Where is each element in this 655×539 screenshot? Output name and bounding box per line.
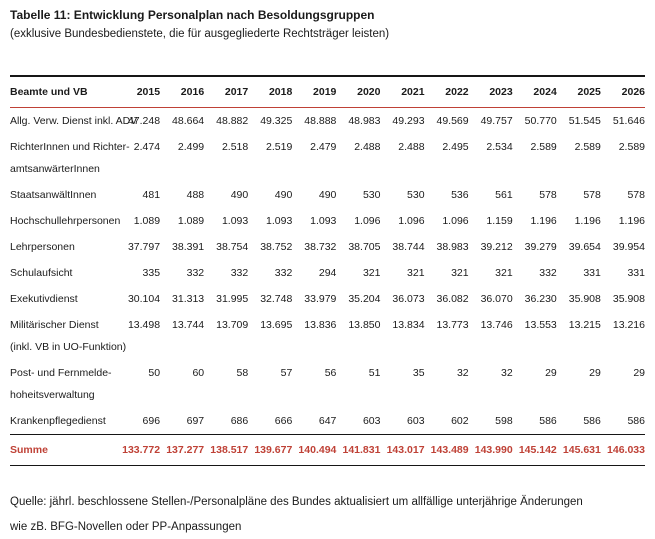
value-cell: 29 [633,367,645,379]
value-cell: 332 [539,267,557,279]
summary-value-cell: 141.831 [342,444,381,456]
row-label-line: Militärischer Dienst [10,319,99,331]
value-cell: 686 [230,415,249,427]
value-cell: 1.096 [354,215,381,227]
personnel-table [10,75,645,466]
value-cell: 51.545 [568,115,601,127]
table-row [10,312,645,360]
value-cell: 48.664 [172,115,205,127]
value-cell: 56 [324,367,337,379]
value-cell: 578 [539,189,557,201]
value-cell: 1.093 [221,215,249,227]
value-cell: 13.215 [568,319,601,331]
row-label-line: hoheitsverwaltung [10,389,95,401]
row-label [10,108,138,135]
summary-value-cell: 139.677 [254,444,293,456]
value-cell: 49.325 [260,115,293,127]
table-row [10,260,645,286]
column-header-year: 2026 [621,86,645,98]
value-cell: 32.748 [260,293,293,305]
summary-value-cell: 137.277 [166,444,205,456]
table-header-row [10,76,645,108]
summary-value-cell: 145.142 [518,444,557,456]
value-cell: 536 [451,189,469,201]
row-label-line: Schulaufsicht [10,267,73,279]
summary-value-cell: 138.517 [210,444,249,456]
value-cell: 33.979 [304,293,337,305]
row-label-line: amtsanwärterInnen [10,163,100,175]
value-cell: 37.797 [127,241,161,253]
table-row [10,134,645,182]
row-label-line: RichterInnen und Richter- [10,141,130,153]
value-cell: 13.850 [348,319,381,331]
value-cell: 36.230 [524,293,557,305]
value-cell: 2.499 [177,141,205,153]
table-row [10,286,645,312]
value-cell: 39.654 [568,241,601,253]
value-cell: 35 [412,367,425,379]
value-cell: 530 [362,189,381,201]
value-cell: 39.212 [480,241,513,253]
value-cell: 697 [186,415,205,427]
summary-value-cell: 133.772 [122,444,161,456]
value-cell: 481 [142,189,161,201]
source-note [10,495,645,535]
value-cell: 1.196 [574,215,601,227]
value-cell: 38.752 [260,241,293,253]
value-cell: 1.089 [177,215,205,227]
value-cell: 13.834 [392,319,425,331]
table-row [10,208,645,234]
value-cell: 31.313 [172,293,205,305]
value-cell: 13.746 [480,319,513,331]
row-label-line: Hochschullehrpersonen [10,215,121,227]
row-label-line: Lehrpersonen [10,241,75,253]
value-cell: 335 [142,267,161,279]
table-row [10,234,645,260]
value-cell: 29 [589,367,601,379]
value-cell: 35.908 [612,293,645,305]
value-cell: 647 [318,415,337,427]
value-cell: 58 [236,367,249,379]
table-row [10,408,645,435]
value-cell: 36.073 [392,293,425,305]
row-label-line: Post- und Fernmelde- [10,367,112,379]
column-header-year: 2016 [180,86,205,98]
row-label-line: Krankenpflegedienst [10,415,106,427]
value-cell: 1.196 [618,215,645,227]
value-cell: 1.093 [310,215,337,227]
table-caption-note: (exklusive Bundesbedienstete, die für ausgegliederte Rechtsträger leisten) [10,28,390,40]
value-cell: 321 [407,267,425,279]
value-cell: 36.082 [436,293,469,305]
value-cell: 490 [274,189,293,201]
table-caption: Tabelle 11: Entwicklung Personalplan nach Besoldungsgruppen [10,8,375,22]
value-cell: 1.196 [530,215,557,227]
value-cell: 13.836 [304,319,337,331]
value-cell: 530 [407,189,425,201]
summary-label: Summe [10,444,48,456]
column-header-year: 2017 [224,86,249,98]
row-label-line: Exekutivdienst [10,293,78,305]
summary-value-cell: 143.990 [474,444,513,456]
value-cell: 51.646 [612,115,645,127]
value-cell: 578 [583,189,601,201]
value-cell: 332 [186,267,205,279]
value-cell: 1.159 [486,215,513,227]
value-cell: 603 [362,415,381,427]
column-header-year: 2024 [533,86,557,98]
column-header-year: 2021 [401,86,425,98]
value-cell: 60 [192,367,205,379]
table-row [10,182,645,208]
column-header-year: 2019 [313,86,337,98]
value-cell: 57 [280,367,293,379]
value-cell: 35.908 [568,293,601,305]
value-cell: 586 [583,415,601,427]
summary-row [10,435,645,466]
column-header-label: Beamte und VB [10,86,88,98]
value-cell: 2.589 [530,141,557,153]
value-cell: 50 [148,367,161,379]
row-label [10,208,121,234]
source-line-2: wie zB. BFG-Novellen oder PP-Anpassungen [10,521,242,533]
value-cell: 488 [186,189,205,201]
value-cell: 32 [501,367,513,379]
value-cell: 2.474 [133,141,161,153]
row-label [10,134,130,182]
value-cell: 598 [495,415,513,427]
value-cell: 2.518 [221,141,249,153]
summary-value-cell: 140.494 [298,444,337,456]
value-cell: 332 [274,267,293,279]
summary-value-cell: 143.489 [430,444,469,456]
value-cell: 666 [274,415,293,427]
value-cell: 49.757 [480,115,513,127]
value-cell: 13.498 [127,319,161,331]
row-label [10,286,116,312]
value-cell: 48.983 [348,115,381,127]
value-cell: 38.391 [172,241,205,253]
value-cell: 49.569 [436,115,469,127]
value-cell: 48.882 [216,115,249,127]
value-cell: 51 [368,367,381,379]
column-header-year: 2020 [357,86,381,98]
table-body [10,108,645,466]
value-cell: 39.954 [612,241,645,253]
value-cell: 1.093 [266,215,293,227]
value-cell: 321 [362,267,381,279]
value-cell: 578 [627,189,645,201]
value-cell: 29 [545,367,557,379]
summary-value-cell: 146.033 [607,444,645,456]
value-cell: 332 [230,267,249,279]
value-cell: 38.732 [304,241,337,253]
value-cell: 1.096 [398,215,425,227]
row-label [10,234,116,260]
value-cell: 321 [451,267,469,279]
value-cell: 31.995 [216,293,249,305]
value-cell: 490 [318,189,337,201]
value-cell: 49.293 [392,115,425,127]
column-header-year: 2022 [445,86,469,98]
value-cell: 490 [230,189,249,201]
value-cell: 1.096 [442,215,469,227]
row-label [10,182,116,208]
row-label [10,360,116,408]
value-cell: 331 [627,267,645,279]
row-label [10,260,116,286]
value-cell: 13.709 [216,319,249,331]
value-cell: 696 [142,415,161,427]
value-cell: 2.479 [310,141,337,153]
value-cell: 321 [495,267,513,279]
column-header-year: 2025 [577,86,601,98]
value-cell: 38.744 [392,241,425,253]
value-cell: 2.495 [442,141,469,153]
value-cell: 331 [583,267,601,279]
value-cell: 1.089 [133,215,161,227]
value-cell: 2.488 [354,141,381,153]
value-cell: 39.279 [524,241,557,253]
value-cell: 602 [451,415,469,427]
value-cell: 30.104 [127,293,161,305]
row-label-line: (inkl. VB in UO-Funktion) [10,341,127,353]
table-row [10,360,645,408]
value-cell: 13.695 [260,319,293,331]
value-cell: 36.070 [480,293,513,305]
row-label-line: Allg. Verw. Dienst inkl. ADV [10,115,138,127]
column-header-year: 2023 [489,86,513,98]
value-cell: 603 [407,415,425,427]
value-cell: 13.773 [436,319,469,331]
value-cell: 38.983 [436,241,469,253]
value-cell: 50.770 [524,115,557,127]
value-cell: 586 [539,415,557,427]
value-cell: 47.248 [127,115,161,127]
table-row [10,108,645,135]
value-cell: 32 [456,367,469,379]
value-cell: 294 [318,267,337,279]
source-line-1: Quelle: jährl. beschlossene Stellen-/Personalpläne des Bundes aktualisiert um allfällige unterjährige Änderungen [10,496,583,508]
value-cell: 2.534 [486,141,513,153]
value-cell: 13.744 [172,319,205,331]
value-cell: 13.216 [612,319,645,331]
value-cell: 2.589 [618,141,645,153]
row-label [10,312,127,360]
value-cell: 2.519 [266,141,293,153]
value-cell: 38.754 [216,241,249,253]
column-header-year: 2015 [136,86,161,98]
value-cell: 2.589 [574,141,601,153]
value-cell: 35.204 [348,293,381,305]
row-label-line: StaatsanwältInnen [10,189,97,201]
value-cell: 2.488 [398,141,425,153]
value-cell: 38.705 [348,241,381,253]
summary-value-cell: 145.631 [562,444,601,456]
column-header-year: 2018 [268,86,293,98]
summary-value-cell: 143.017 [386,444,425,456]
value-cell: 586 [627,415,645,427]
value-cell: 48.888 [304,115,337,127]
value-cell: 13.553 [524,319,557,331]
row-label [10,408,116,435]
value-cell: 561 [495,189,513,201]
